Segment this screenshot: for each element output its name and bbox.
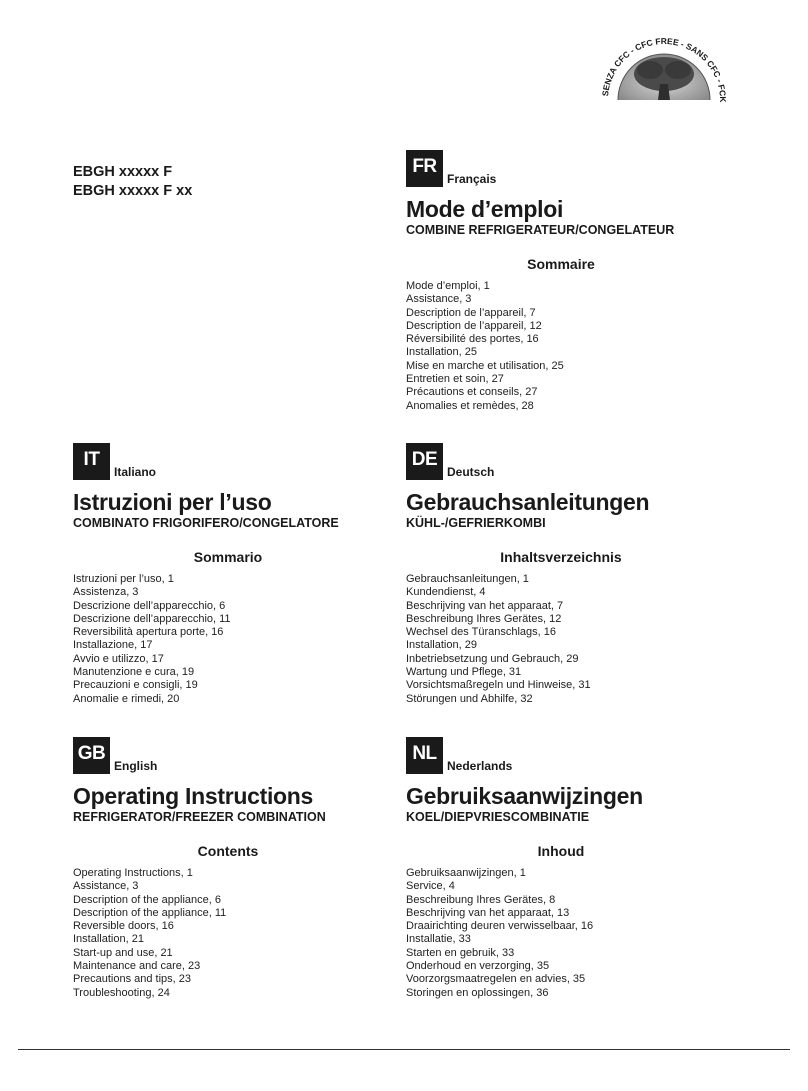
toc-item: Beschreibung Ihres Gerätes, 8 xyxy=(406,893,556,906)
section-nl xyxy=(406,737,736,1000)
toc-item: Onderhoud en verzorging, 35 xyxy=(406,960,550,973)
manual-title: Gebrauchsanleitungen xyxy=(406,489,650,515)
footer-divider xyxy=(18,1049,790,1050)
manual-title: Istruzioni per l’uso xyxy=(73,489,272,515)
language-code-badge: IT xyxy=(73,443,110,480)
toc-item: Troubleshooting, 24 xyxy=(73,986,170,999)
model-numbers xyxy=(73,163,192,201)
toc-item: Réversibilité des portes, 16 xyxy=(406,333,539,346)
toc-item: Wartung und Pflege, 31 xyxy=(406,666,522,679)
toc-item: Kundendienst, 4 xyxy=(406,586,486,599)
toc-item: Installation, 25 xyxy=(406,346,477,359)
section-de xyxy=(406,443,736,706)
toc-item: Beschrijving van het apparaat, 13 xyxy=(406,906,570,919)
manual-title: Operating Instructions xyxy=(73,783,314,809)
toc-item: Reversible doors, 16 xyxy=(73,920,174,933)
toc-item: Anomalie e rimedi, 20 xyxy=(73,692,180,705)
toc-item: Entretien et soin, 27 xyxy=(406,373,504,386)
language-code-badge: NL xyxy=(406,737,443,774)
manual-title: Gebruiksaanwijzingen xyxy=(406,783,643,809)
toc-item: Descrizione dell’apparecchio, 6 xyxy=(73,599,226,612)
toc-item: Precautions and tips, 23 xyxy=(73,973,192,986)
seal-text: SENZA CFC - CFC FREE - SANS CFC - FCK xyxy=(600,35,729,103)
toc-list xyxy=(406,867,736,1000)
toc-item: Précautions et conseils, 27 xyxy=(406,386,538,399)
toc-heading: Sommaire xyxy=(527,256,595,272)
language-name: English xyxy=(114,759,158,773)
section-it xyxy=(73,443,403,706)
toc-heading: Contents xyxy=(197,843,259,859)
toc-heading: Inhaltsverzeichnis xyxy=(500,549,622,565)
language-code-badge: DE xyxy=(406,443,443,480)
toc-item: Istruzioni per l’uso, 1 xyxy=(73,573,174,585)
toc-item: Description de l’appareil, 12 xyxy=(406,319,542,332)
manual-subtitle: KOEL/DIEPVRIESCOMBINATIE xyxy=(406,810,590,824)
toc-item: Gebruiksaanwijzingen, 1 xyxy=(406,867,526,879)
toc-item: Description of the appliance, 11 xyxy=(73,906,227,919)
toc-item: Operating Instructions, 1 xyxy=(73,867,193,879)
tree-icon xyxy=(598,26,730,110)
toc-item: Installatie, 33 xyxy=(406,933,471,946)
toc-list xyxy=(406,573,736,706)
language-code-badge: GB xyxy=(73,737,110,774)
toc-list xyxy=(73,573,403,706)
toc-item: Description de l’appareil, 7 xyxy=(406,306,536,319)
toc-heading: Sommario xyxy=(193,549,263,565)
manual-subtitle: COMBINE REFRIGERATEUR/CONGELATEUR xyxy=(406,223,675,237)
toc-item: Inbetriebsetzung und Gebrauch, 29 xyxy=(406,652,579,665)
toc-item: Anomalies et remèdes, 28 xyxy=(406,399,534,412)
toc-item: Gebrauchsanleitungen, 1 xyxy=(406,573,529,585)
manual-subtitle: REFRIGERATOR/FREEZER COMBINATION xyxy=(73,810,326,824)
toc-item: Mode d’emploi, 1 xyxy=(406,280,490,292)
manual-subtitle: KÜHL-/GEFRIERKOMBI xyxy=(406,516,546,530)
toc-item: Starten en gebruik, 33 xyxy=(406,946,515,959)
cfc-free-seal xyxy=(598,26,730,110)
toc-item: Installazione, 17 xyxy=(73,639,153,652)
toc-item: Storingen en oplossingen, 36 xyxy=(406,986,549,999)
toc-item: Störungen und Abhilfe, 32 xyxy=(406,692,533,705)
toc-item: Descrizione dell’apparecchio, 11 xyxy=(73,612,231,625)
manual-subtitle: COMBINATO FRIGORIFERO/CONGELATORE xyxy=(73,516,339,530)
toc-item: Manutenzione e cura, 19 xyxy=(73,666,195,679)
toc-list xyxy=(73,867,403,1000)
section-gb xyxy=(73,737,403,1000)
toc-item: Reversibilità apertura porte, 16 xyxy=(73,626,224,639)
toc-item: Installation, 21 xyxy=(73,933,144,946)
model-number: EBGH xxxxx F xx xyxy=(73,183,193,199)
toc-item: Precauzioni e consigli, 19 xyxy=(73,679,198,692)
model-number: EBGH xxxxx F xyxy=(73,164,173,180)
language-name: Italiano xyxy=(114,465,157,479)
toc-item: Avvio e utilizzo, 17 xyxy=(73,652,164,665)
toc-item: Assistance, 3 xyxy=(73,880,139,893)
toc-item: Assistance, 3 xyxy=(406,293,472,306)
language-name: Deutsch xyxy=(447,465,495,479)
toc-item: Description of the appliance, 6 xyxy=(73,893,221,906)
toc-item: Beschreibung Ihres Gerätes, 12 xyxy=(406,612,562,625)
toc-item: Vorsichtsmaßregeln und Hinweise, 31 xyxy=(406,679,591,692)
toc-item: Installation, 29 xyxy=(406,639,477,652)
section-fr xyxy=(406,150,736,413)
toc-item: Assistenza, 3 xyxy=(73,586,139,599)
toc-item: Voorzorgsmaatregelen en advies, 35 xyxy=(406,973,586,986)
toc-item: Wechsel des Türanschlags, 16 xyxy=(406,626,557,639)
language-code-badge: FR xyxy=(406,150,443,187)
toc-item: Mise en marche et utilisation, 25 xyxy=(406,359,564,372)
manual-title: Mode d’emploi xyxy=(406,196,564,222)
toc-item: Start-up and use, 21 xyxy=(73,946,173,959)
toc-item: Draairichting deuren verwisselbaar, 16 xyxy=(406,920,594,933)
toc-heading: Inhoud xyxy=(537,843,585,859)
language-name: Français xyxy=(447,172,497,186)
toc-item: Service, 4 xyxy=(406,880,455,893)
toc-item: Maintenance and care, 23 xyxy=(73,960,201,973)
toc-item: Beschrijving van het apparaat, 7 xyxy=(406,599,564,612)
toc-list xyxy=(406,280,736,413)
language-name: Nederlands xyxy=(447,759,513,773)
